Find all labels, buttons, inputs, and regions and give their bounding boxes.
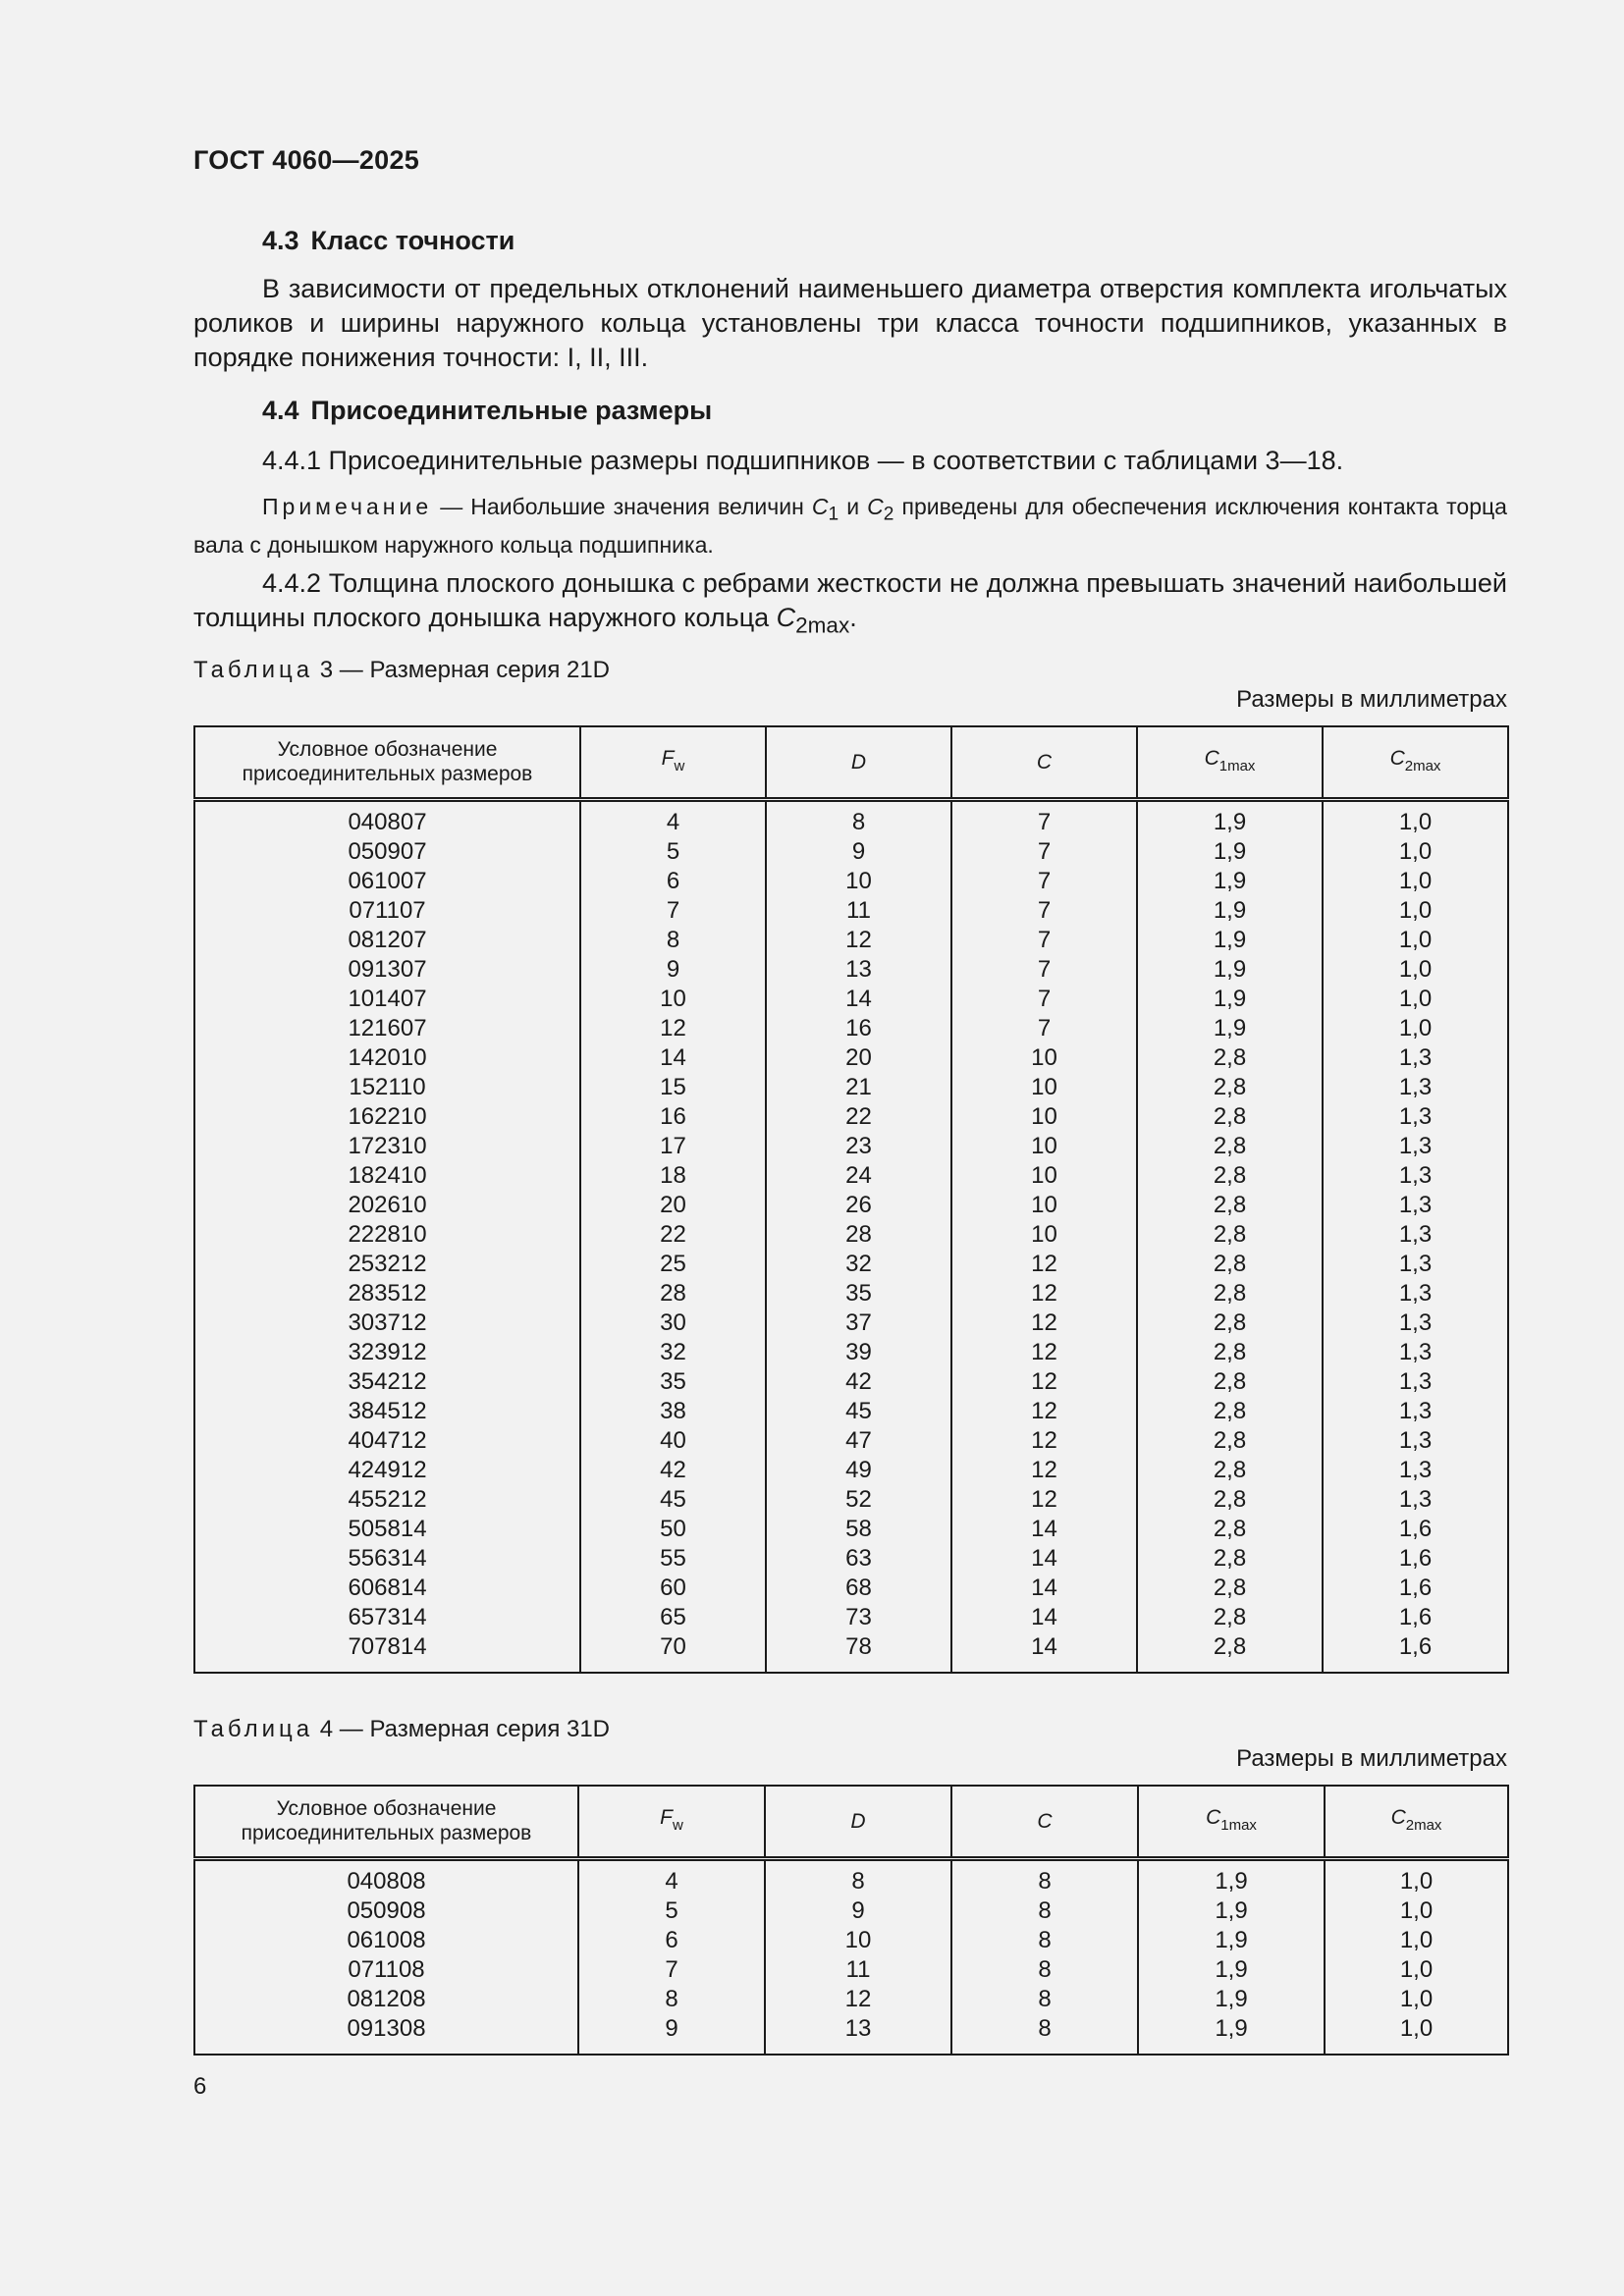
note-text: и [839,494,868,519]
table-row [194,1574,1508,1603]
table-cell: 20 [766,1043,951,1073]
table-cell: 14 [766,985,951,1014]
table-cell: 101407 [194,985,580,1014]
table-cell: 2,8 [1137,1308,1323,1338]
table-cell: 222810 [194,1220,580,1250]
table-cell: 1,9 [1137,867,1323,896]
table-cell: 2,8 [1137,1632,1323,1673]
table-cell: 1,9 [1138,1896,1325,1926]
table-cell: 12 [951,1456,1137,1485]
table-cell: 12 [765,1985,951,2014]
table-cell: 2,8 [1137,1191,1323,1220]
table-row [194,1220,1508,1250]
table-cell: 12 [951,1279,1137,1308]
table-cell: 1,9 [1137,837,1323,867]
table-cell: 2,8 [1137,1338,1323,1367]
header-d: D [766,726,951,799]
table-cell: 091308 [194,2014,578,2055]
page-number: 6 [193,2073,207,2100]
table-cell: 14 [951,1515,1137,1544]
table-cell: 1,0 [1323,896,1508,926]
table-cell: 606814 [194,1574,580,1603]
table-cell: 2,8 [1137,1161,1323,1191]
table-row [194,1279,1508,1308]
table-cell: 28 [766,1220,951,1250]
table-cell: 071107 [194,896,580,926]
section-4-4-2-paragraph [193,566,1507,642]
table-cell: 60 [580,1574,766,1603]
table-cell: 1,9 [1137,1014,1323,1043]
table-cell: 47 [766,1426,951,1456]
table-cell: 1,3 [1323,1485,1508,1515]
table-cell: 2,8 [1137,1102,1323,1132]
note-text: приведены для обеспечения исключения контакта торца вала с донышком наружного кольца подшипника. [193,494,1507,558]
table-row [194,1515,1508,1544]
table-cell: 1,9 [1137,799,1323,837]
table-cell: 6 [578,1926,765,1955]
table-cell: 10 [951,1043,1137,1073]
table-cell: 2,8 [1137,1515,1323,1544]
section-title: Присоединительные размеры [310,396,713,425]
table-cell: 657314 [194,1603,580,1632]
table-cell: 68 [766,1574,951,1603]
table-cell: 65 [580,1603,766,1632]
table-cell: 4 [578,1858,765,1896]
table-cell: 12 [951,1426,1137,1456]
table-row [194,1338,1508,1367]
table-row [194,1191,1508,1220]
table-cell: 8 [578,1985,765,2014]
table-cell: 2,8 [1137,1043,1323,1073]
table-cell: 22 [766,1102,951,1132]
table-cell: 1,0 [1323,867,1508,896]
table-cell: 7 [951,926,1137,955]
table-cell: 253212 [194,1250,580,1279]
section-4-4-1-paragraph: 4.4.1 Присоединительные размеры подшипников — в соответствии с таблицами 3—18. [262,446,1344,475]
table-row [194,1308,1508,1338]
table-row [194,1367,1508,1397]
table-row [194,799,1508,837]
table-cell: 11 [765,1955,951,1985]
table-cell: 1,6 [1323,1603,1508,1632]
table-cell: 1,3 [1323,1102,1508,1132]
table-cell: 13 [765,2014,951,2055]
table-cell: 1,3 [1323,1073,1508,1102]
table-cell: 4 [580,799,766,837]
table-cell: 1,0 [1325,1896,1508,1926]
table-cell: 061007 [194,867,580,896]
subscript: 2 [883,504,894,525]
table-cell: 23 [766,1132,951,1161]
header-c2max: $C_{2max}$ [1325,1786,1508,1858]
table-cell: 28 [580,1279,766,1308]
table-row [194,1926,1508,1955]
table-cell: 50 [580,1515,766,1544]
symbol-c: C [867,494,884,519]
table-cell: 1,3 [1323,1279,1508,1308]
table-cell: 1,9 [1137,985,1323,1014]
table-cell: 556314 [194,1544,580,1574]
header-c1max: $C_{1max}$ [1137,726,1323,799]
table-cell: 14 [951,1603,1137,1632]
table-cell: 323912 [194,1338,580,1367]
table-4 [193,1785,1509,2056]
table-cell: 7 [951,837,1137,867]
table-cell: 2,8 [1137,1250,1323,1279]
table-cell: 8 [951,1955,1138,1985]
table-cell: 63 [766,1544,951,1574]
table-row [194,1603,1508,1632]
table-cell: 2,8 [1137,1456,1323,1485]
table-cell: 16 [580,1102,766,1132]
table-cell: 2,8 [1137,1132,1323,1161]
table-cell: 1,3 [1323,1250,1508,1279]
section-number: 4.4 [262,396,299,425]
table-cell: 505814 [194,1515,580,1544]
table-cell: 1,0 [1325,2014,1508,2055]
table-cell: 35 [766,1279,951,1308]
table-cell: 1,0 [1325,1858,1508,1896]
table-cell: 1,3 [1323,1191,1508,1220]
table-row [194,1456,1508,1485]
table-cell: 8 [766,799,951,837]
table-cell: 42 [766,1367,951,1397]
table-cell: 24 [766,1161,951,1191]
table-cell: 1,3 [1323,1161,1508,1191]
table-cell: 1,6 [1323,1632,1508,1673]
table-cell: 1,3 [1323,1220,1508,1250]
table-cell: 78 [766,1632,951,1673]
table-row [194,867,1508,896]
table-4-caption [193,1716,610,1743]
table-cell: 1,3 [1323,1397,1508,1426]
table-cell: 37 [766,1308,951,1338]
table-cell: 1,3 [1323,1308,1508,1338]
table-cell: 12 [951,1338,1137,1367]
table-cell: 1,0 [1323,926,1508,955]
table-cell: 1,9 [1137,926,1323,955]
table-cell: 45 [580,1485,766,1515]
table-cell: 10 [580,985,766,1014]
table-cell: 050907 [194,837,580,867]
note-paragraph [193,492,1507,560]
table-cell: 1,9 [1138,1858,1325,1896]
table-caption-text: 3 — Размерная серия 21D [313,657,611,683]
table-cell: 8 [951,1858,1138,1896]
table-caption-text: 4 — Размерная серия 31D [313,1716,611,1742]
table-cell: 10 [951,1073,1137,1102]
table-cell: 14 [951,1544,1137,1574]
table-cell: 1,6 [1323,1574,1508,1603]
table-cell: 30 [580,1308,766,1338]
table-cell: 5 [578,1896,765,1926]
table-cell: 8 [951,1926,1138,1955]
table-cell: 8 [951,2014,1138,2055]
table-cell: 7 [951,867,1137,896]
table-cell: 2,8 [1137,1426,1323,1456]
table-cell: 10 [766,867,951,896]
table-cell: 283512 [194,1279,580,1308]
table-cell: 39 [766,1338,951,1367]
table-cell: 182410 [194,1161,580,1191]
table-cell: 2,8 [1137,1603,1323,1632]
document-id-header: ГОСТ 4060—2025 [193,145,420,175]
table-cell: 1,0 [1325,1926,1508,1955]
table-cell: 1,9 [1138,1955,1325,1985]
table-row [194,1132,1508,1161]
table-row [194,1426,1508,1456]
table-cell: 1,0 [1323,799,1508,837]
table-row [194,1632,1508,1673]
table-row [194,2014,1508,2055]
header-designation: Условное обозначение присоединительных размеров [194,726,580,799]
table-cell: 9 [766,837,951,867]
table-cell: 081207 [194,926,580,955]
note-label: Примечание [262,494,433,519]
table-cell: 1,9 [1138,1926,1325,1955]
table-cell: 303712 [194,1308,580,1338]
table-row [194,1397,1508,1426]
table-3-caption [193,657,610,684]
header-c: C [951,726,1137,799]
table-cell: 707814 [194,1632,580,1673]
table-cell: 455212 [194,1485,580,1515]
section-4-3-paragraph: В зависимости от предельных отклонений наименьшего диаметра отверстия комплекта игольчатых роликов и ширины наружного кольца установлены три класса точности подшипников, указанных в порядке понижения точности: I, II, III. [193,274,1507,372]
table-cell: 7 [578,1955,765,1985]
table-cell: 12 [951,1308,1137,1338]
table-cell: 1,0 [1325,1955,1508,1985]
table-cell: 091307 [194,955,580,985]
table-cell: 2,8 [1137,1397,1323,1426]
table-cell: 1,3 [1323,1426,1508,1456]
table-cell: 2,8 [1137,1220,1323,1250]
table-cell: 1,9 [1137,955,1323,985]
table-cell: 25 [580,1250,766,1279]
table-cell: 16 [766,1014,951,1043]
table-cell: 1,3 [1323,1367,1508,1397]
table-cell: 384512 [194,1397,580,1426]
table-row [194,896,1508,926]
table-cell: 071108 [194,1955,578,1985]
table-cell: 5 [580,837,766,867]
table-cell: 9 [765,1896,951,1926]
table-cell: 14 [580,1043,766,1073]
table-cell: 152110 [194,1073,580,1102]
table-cell: 061008 [194,1926,578,1955]
table-cell: 202610 [194,1191,580,1220]
table-cell: 1,9 [1138,1985,1325,2014]
table-cell: 040808 [194,1858,578,1896]
table-cell: 424912 [194,1456,580,1485]
section-4-4-heading [262,396,712,426]
table-cell: 9 [580,955,766,985]
table-row [194,1858,1508,1896]
table-cell: 10 [951,1102,1137,1132]
table-cell: 14 [951,1574,1137,1603]
table-cell: 35 [580,1367,766,1397]
table-row [194,985,1508,1014]
table-cell: 1,3 [1323,1338,1508,1367]
symbol-c: C [776,603,796,632]
table-cell: 142010 [194,1043,580,1073]
table-label: Таблица [193,657,314,683]
header-d: D [765,1786,951,1858]
table-cell: 1,0 [1323,837,1508,867]
table-3 [193,725,1509,1674]
table-cell: 1,3 [1323,1132,1508,1161]
table-cell: 2,8 [1137,1574,1323,1603]
table-cell: 2,8 [1137,1485,1323,1515]
table-cell: 7 [951,955,1137,985]
table-cell: 121607 [194,1014,580,1043]
table-cell: 162210 [194,1102,580,1132]
table-cell: 21 [766,1073,951,1102]
header-c: C [951,1786,1138,1858]
table-cell: 22 [580,1220,766,1250]
table-cell: 2,8 [1137,1073,1323,1102]
table-4-units: Размеры в миллиметрах [1236,1745,1507,1772]
table-cell: 10 [951,1191,1137,1220]
table-label: Таблица [193,1716,314,1742]
table-cell: 32 [766,1250,951,1279]
table-cell: 70 [580,1632,766,1673]
table-cell: 1,0 [1323,1014,1508,1043]
table-cell: 55 [580,1544,766,1574]
table-row [194,1485,1508,1515]
table-cell: 2,8 [1137,1279,1323,1308]
table-row [194,1073,1508,1102]
table-cell: 050908 [194,1896,578,1926]
table-cell: 7 [951,985,1137,1014]
table-cell: 6 [580,867,766,896]
table-cell: 1,3 [1323,1456,1508,1485]
table-cell: 1,0 [1323,955,1508,985]
table-cell: 10 [765,1926,951,1955]
table-cell: 32 [580,1338,766,1367]
table-cell: 040807 [194,799,580,837]
table-cell: 172310 [194,1132,580,1161]
table-cell: 12 [580,1014,766,1043]
section-number: 4.3 [262,226,299,255]
table-cell: 7 [951,1014,1137,1043]
table-cell: 404712 [194,1426,580,1456]
table-cell: 13 [766,955,951,985]
paragraph-text: 4.4.2 Толщина плоского донышка с ребрами жесткости не должна превышать значений наибольшей толщины плоского донышка наружного кольца [193,568,1507,632]
table-cell: 52 [766,1485,951,1515]
table-cell: 10 [951,1161,1137,1191]
table-cell: 49 [766,1456,951,1485]
table-cell: 73 [766,1603,951,1632]
table-cell: 20 [580,1191,766,1220]
table-3-body [194,799,1508,1673]
table-cell: 7 [951,799,1137,837]
paragraph-text: . [849,603,857,632]
table-cell: 8 [765,1858,951,1896]
table-row [194,837,1508,867]
table-cell: 8 [580,926,766,955]
table-cell: 1,9 [1137,896,1323,926]
table-row [194,1043,1508,1073]
table-cell: 8 [951,1896,1138,1926]
table-cell: 12 [766,926,951,955]
table-cell: 10 [951,1220,1137,1250]
header-designation: Условное обозначение присоединительных размеров [194,1786,578,1858]
table-cell: 42 [580,1456,766,1485]
table-row [194,926,1508,955]
table-row [194,1161,1508,1191]
table-cell: 12 [951,1250,1137,1279]
table-cell: 58 [766,1515,951,1544]
header-fw: $F_w$ [580,726,766,799]
table-cell: 2,8 [1137,1544,1323,1574]
subscript: 1 [828,504,839,525]
table-cell: 38 [580,1397,766,1426]
symbol-c: C [811,494,829,519]
table-cell: 10 [951,1132,1137,1161]
table-row [194,1955,1508,1985]
table-cell: 1,0 [1323,985,1508,1014]
table-cell: 12 [951,1397,1137,1426]
subscript: 2max [795,613,850,638]
table-cell: 354212 [194,1367,580,1397]
table-cell: 1,3 [1323,1043,1508,1073]
table-cell: 45 [766,1397,951,1426]
header-c1max: $C_{1max}$ [1138,1786,1325,1858]
table-row [194,955,1508,985]
table-row [194,1102,1508,1132]
table-cell: 17 [580,1132,766,1161]
table-cell: 11 [766,896,951,926]
table-cell: 14 [951,1632,1137,1673]
table-cell: 12 [951,1485,1137,1515]
table-cell: 081208 [194,1985,578,2014]
table-cell: 7 [951,896,1137,926]
table-row [194,1250,1508,1279]
table-cell: 26 [766,1191,951,1220]
table-cell: 9 [578,2014,765,2055]
table-cell: 1,6 [1323,1515,1508,1544]
table-cell: 2,8 [1137,1367,1323,1397]
note-text: — Наибольшие значения величин [432,494,812,519]
section-title: Класс точности [310,226,515,255]
table-cell: 1,6 [1323,1544,1508,1574]
table-cell: 1,9 [1138,2014,1325,2055]
table-3-units: Размеры в миллиметрах [1236,686,1507,713]
table-row [194,1014,1508,1043]
header-fw: $F_w$ [578,1786,765,1858]
table-cell: 40 [580,1426,766,1456]
table-4-body [194,1858,1508,2055]
table-cell: 1,0 [1325,1985,1508,2014]
table-cell: 7 [580,896,766,926]
table-cell: 8 [951,1985,1138,2014]
table-cell: 15 [580,1073,766,1102]
table-row [194,1544,1508,1574]
table-cell: 12 [951,1367,1137,1397]
table-row [194,1896,1508,1926]
table-cell: 18 [580,1161,766,1191]
header-c2max: $C_{2max}$ [1323,726,1508,799]
section-4-3-heading [262,226,514,256]
table-row [194,1985,1508,2014]
